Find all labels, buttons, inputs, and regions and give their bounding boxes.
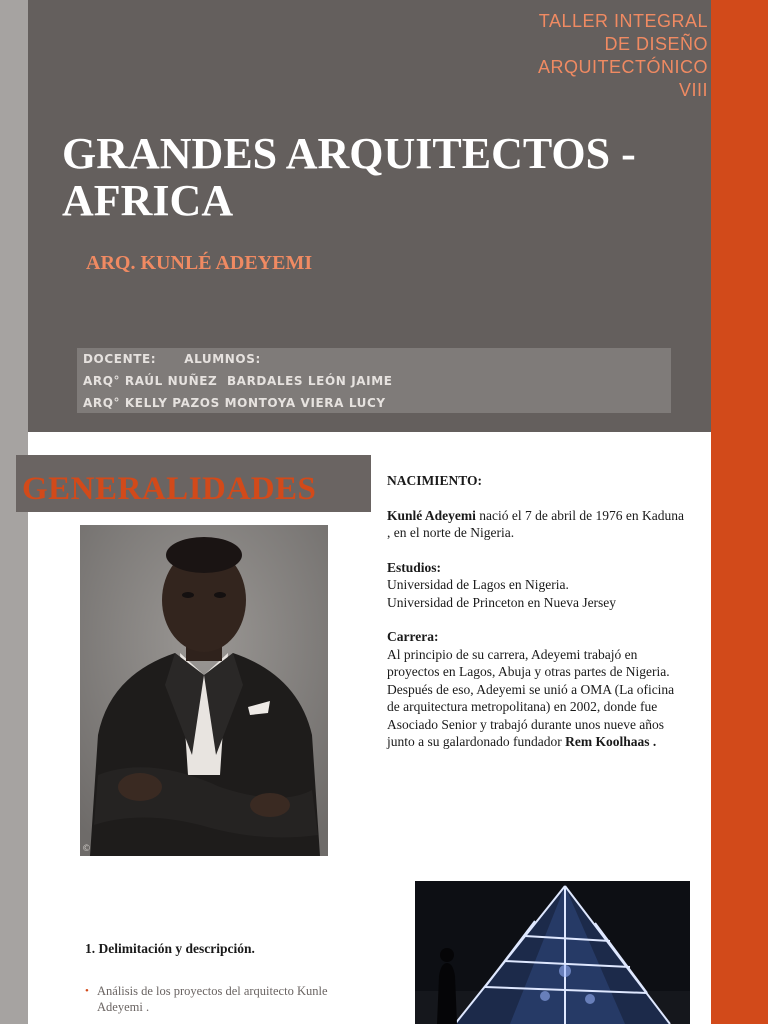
- nacimiento-paragraph: [387, 507, 687, 542]
- course-line: ARQUITECTÓNICO: [537, 57, 708, 77]
- right-accent-bar: [711, 432, 768, 865]
- estudios-label: Estudios:: [387, 559, 442, 575]
- generalidades-slide: [0, 432, 768, 865]
- estudio-item: Universidad de Lagos en Nigeria.: [387, 577, 569, 592]
- carrera-text: Al principio de su carrera, Adeyemi trabajó en proyectos en Lagos, Abuja y otras partes de Nigeria. Después de eso, Adeyemi se unió a OMA (La oficina de arquitectura metropolitana) en 2002, donde fue Asociado Senior y trabajó durante unos nueve años junto a su galardonado fundador: [387, 646, 675, 749]
- course-line: TALLER INTEGRAL: [538, 11, 708, 31]
- estudio-item: Universidad de Princeton en Nueva Jersey: [387, 594, 617, 610]
- credits-box: [77, 348, 671, 413]
- alumnos-label: ALUMNOS:: [184, 352, 261, 366]
- carrera-label: Carrera:: [387, 629, 439, 644]
- section-heading: 1. Delimitación y descripción.: [85, 941, 255, 956]
- architect-subtitle: ARQ. KUNLÉ ADEYEMI: [86, 252, 313, 274]
- carrera-paragraph: [387, 646, 687, 751]
- biography-text: [387, 472, 687, 768]
- section-header: GENERALIDADES: [16, 455, 371, 512]
- credits-header-row: [83, 350, 671, 372]
- docente-name: ARQ° RAÚL NUÑEZ: [83, 374, 218, 388]
- title-line: GRANDES ARQUITECTOS -: [62, 129, 636, 178]
- course-name: [448, 10, 708, 102]
- founder-name: Rem Koolhaas .: [565, 734, 657, 749]
- bullet-item: [85, 983, 345, 1015]
- presentation-title: [62, 130, 702, 224]
- title-slide: [0, 0, 768, 432]
- nacimiento-label: NACIMIENTO:: [387, 473, 483, 488]
- architect-portrait-photo: [80, 525, 328, 856]
- delimitacion-slide: [0, 865, 768, 1024]
- alumno-name: BARDALES LEÓN JAIME: [226, 374, 393, 388]
- alumno-name: MONTOYA VIERA LUCY: [224, 396, 386, 410]
- pyramid-structure-photo: [415, 881, 690, 1024]
- bullet-icon: •: [85, 985, 89, 997]
- nacimiento-text: nació el 7 de abril de 1976 en Kaduna , en el norte de Nigeria.: [387, 507, 684, 540]
- docente-label: DOCENTE:: [83, 352, 157, 366]
- right-accent-bar: [711, 865, 768, 1024]
- course-line: VIII: [678, 80, 708, 100]
- credits-row: [83, 394, 671, 416]
- right-accent-bar: [711, 0, 768, 432]
- credits-row: [83, 372, 671, 394]
- bullet-text: Análisis de los proyectos del arquitecto Kunle Adeyemi .: [97, 984, 328, 1014]
- left-accent-bar: [0, 865, 28, 1024]
- left-accent-bar: [0, 0, 28, 432]
- course-line: DE DISEÑO: [604, 34, 708, 54]
- architect-name: Kunlé Adeyemi: [387, 507, 476, 523]
- title-line: AFRICA: [62, 176, 234, 225]
- photo-copyright: ©: [82, 844, 91, 854]
- docente-name: ARQ° KELLY PAZOS: [83, 396, 220, 410]
